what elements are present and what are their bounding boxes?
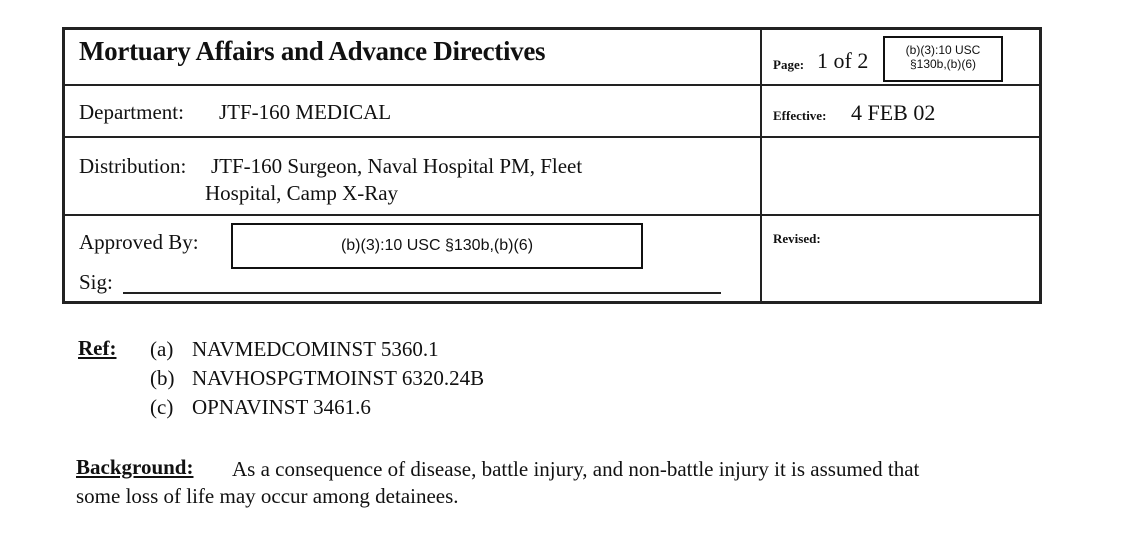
- reference-letter: (c): [150, 395, 174, 419]
- redaction-box-page: [883, 36, 1003, 82]
- distribution-label: Distribution:: [79, 154, 187, 178]
- reference-letter: (b): [150, 366, 175, 390]
- column-divider: [760, 30, 762, 301]
- references-label: Ref:: [78, 336, 117, 360]
- redaction-box-approver: (b)(3):10 USC §130b,(b)(6): [231, 223, 643, 269]
- department-label: Department:: [79, 100, 184, 124]
- reference-text: NAVMEDCOMINST 5360.1: [192, 337, 439, 361]
- redaction-text-line2: §130b,(b)(6): [909, 57, 977, 71]
- reference-text: NAVHOSPGTMOINST 6320.24B: [192, 366, 485, 390]
- background-label: Background:: [76, 455, 194, 479]
- effective-date: 4 FEB 02: [851, 100, 936, 125]
- document-header-table: [62, 27, 1042, 304]
- row-divider: [65, 84, 1039, 86]
- background-text-line1: As a consequence of disease, battle injury, and non-battle injury it is assumed that: [232, 457, 920, 481]
- approved-by-label: Approved By:: [79, 230, 199, 254]
- distribution-value-line1: JTF-160 Surgeon, Naval Hospital PM, Fleet: [211, 154, 583, 178]
- reference-letter: (a): [150, 337, 174, 361]
- document-title: Mortuary Affairs and Advance Directives: [79, 36, 546, 66]
- effective-label: Effective:: [773, 108, 827, 123]
- page-number: 1 of 2: [817, 48, 869, 73]
- signature-label: Sig:: [79, 270, 113, 294]
- reference-item: [150, 337, 439, 362]
- department-value: JTF-160 MEDICAL: [219, 100, 392, 124]
- row-divider: [65, 214, 1039, 216]
- signature-line: [123, 292, 721, 294]
- redaction-text-line1: (b)(3):10 USC: [905, 43, 981, 57]
- row-divider: [65, 136, 1039, 138]
- page-label: Page:: [773, 57, 805, 72]
- distribution-value-line2: Hospital, Camp X-Ray: [205, 181, 399, 205]
- reference-item: [150, 366, 484, 391]
- reference-text: OPNAVINST 3461.6: [192, 395, 371, 419]
- background-text-line2: some loss of life may occur among detainees.: [76, 484, 459, 508]
- revised-label: Revised:: [773, 231, 821, 246]
- reference-item: [150, 395, 371, 420]
